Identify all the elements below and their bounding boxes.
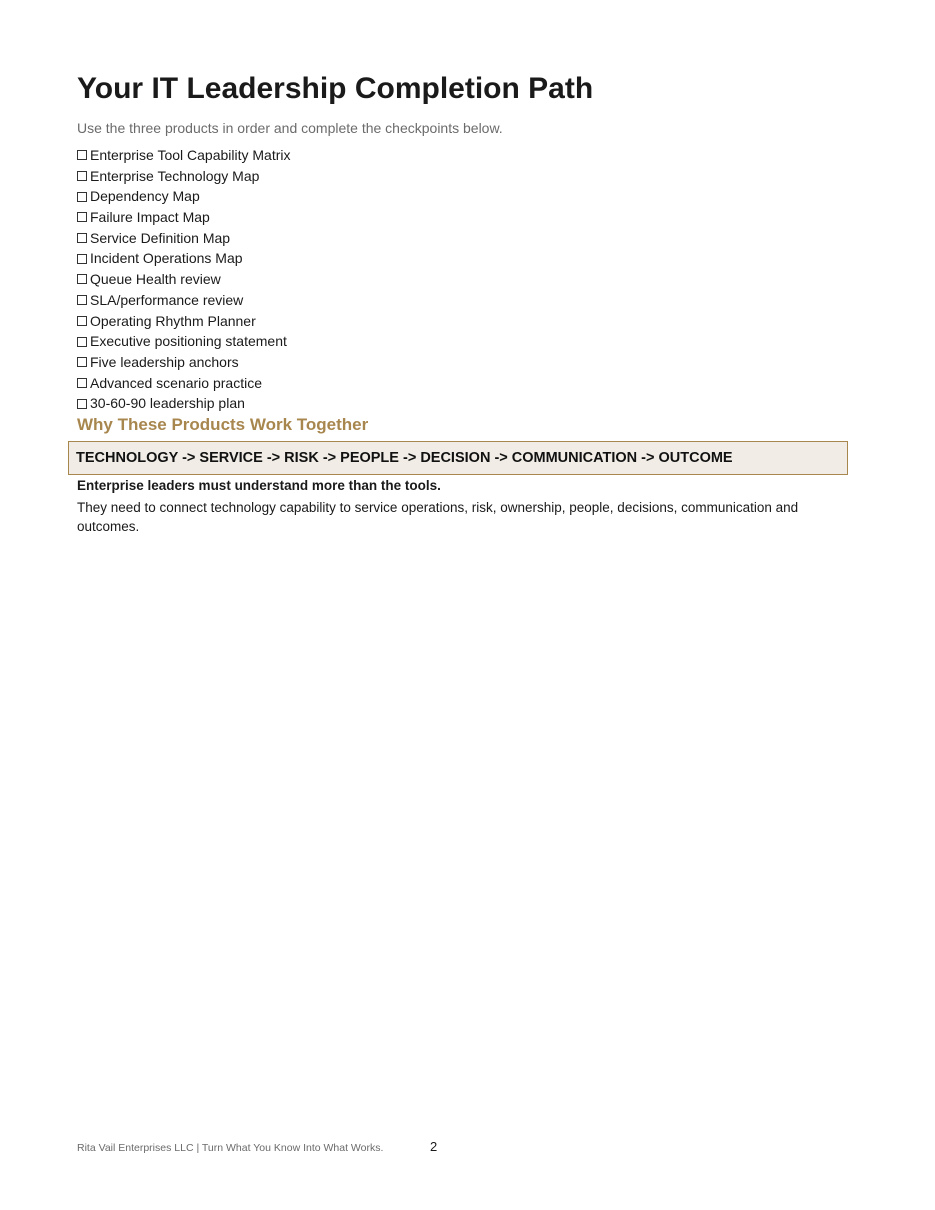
page-title: Your IT Leadership Completion Path — [77, 72, 594, 105]
checkbox-icon[interactable] — [77, 316, 87, 326]
checklist-item[interactable] — [77, 311, 291, 332]
lead-statement: Enterprise leaders must understand more than the tools. — [77, 478, 441, 493]
page-number: 2 — [430, 1139, 438, 1154]
checklist-item-label: Operating Rhythm Planner — [90, 312, 256, 329]
section-heading: Why These Products Work Together — [77, 415, 369, 434]
checklist-item-label: Failure Impact Map — [90, 209, 210, 226]
body-paragraph: They need to connect technology capability to service operations, risk, ownership, people, decisions, communication and outcomes. — [77, 500, 799, 534]
checkbox-icon[interactable] — [77, 337, 87, 347]
checklist-item[interactable] — [77, 373, 291, 394]
checklist-item-label: Incident Operations Map — [90, 250, 243, 267]
checkbox-icon[interactable] — [77, 254, 87, 264]
checklist-item-label: Queue Health review — [90, 271, 221, 288]
checklist-item[interactable] — [77, 166, 291, 187]
checklist-item[interactable] — [77, 248, 291, 269]
checklist-item[interactable] — [77, 228, 291, 249]
checkpoint-list — [77, 145, 291, 414]
checkbox-icon[interactable] — [77, 233, 87, 243]
checkbox-icon[interactable] — [77, 150, 87, 160]
checklist-item-label: Executive positioning statement — [90, 333, 287, 350]
checkbox-icon[interactable] — [77, 274, 87, 284]
checkbox-icon[interactable] — [77, 212, 87, 222]
footer-text: Rita Vail Enterprises LLC | Turn What You Know Into What Works. — [77, 1142, 384, 1154]
checklist-item-label: Enterprise Tool Capability Matrix — [90, 147, 291, 163]
checkbox-icon[interactable] — [77, 295, 87, 305]
checkbox-icon[interactable] — [77, 192, 87, 202]
checklist-item[interactable] — [77, 290, 291, 311]
flow-callout-box — [68, 441, 848, 475]
page-subtitle: Use the three products in order and complete the checkpoints below. — [77, 120, 503, 136]
checklist-item[interactable] — [77, 207, 291, 228]
checklist-item[interactable] — [77, 269, 291, 290]
checklist-item[interactable] — [77, 352, 291, 373]
checkbox-icon[interactable] — [77, 357, 87, 367]
checklist-item-label: Service Definition Map — [90, 229, 231, 246]
checklist-item-label: SLA/performance review — [90, 291, 244, 308]
checklist-item[interactable] — [77, 186, 291, 207]
flow-sequence-text: TECHNOLOGY -> SERVICE -> RISK -> PEOPLE -> DECISION -> COMMUNICATION -> OUTCOME — [76, 450, 733, 466]
checkbox-icon[interactable] — [77, 378, 87, 388]
checkbox-icon[interactable] — [77, 399, 87, 409]
checklist-item-label: 30-60-90 leadership plan — [90, 395, 245, 412]
checklist-item[interactable] — [77, 145, 291, 166]
checklist-item-label: Enterprise Technology Map — [90, 167, 260, 184]
checkbox-icon[interactable] — [77, 171, 87, 181]
checklist-item[interactable] — [77, 331, 291, 352]
checklist-item-label: Dependency Map — [90, 188, 200, 205]
checklist-item[interactable] — [77, 393, 291, 414]
checklist-item-label: Advanced scenario practice — [90, 374, 262, 391]
checklist-item-label: Five leadership anchors — [90, 353, 239, 370]
